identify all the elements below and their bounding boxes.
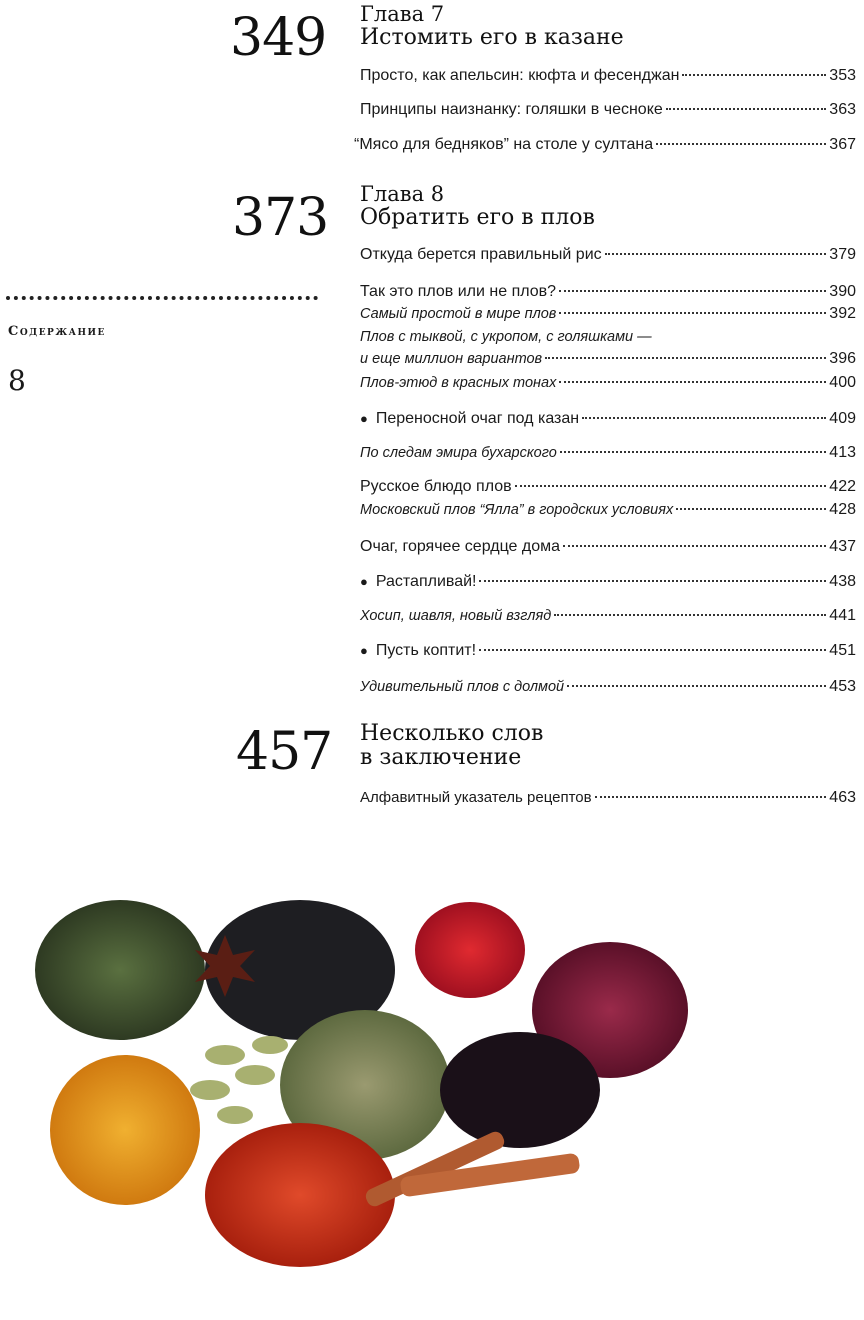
entry-title: Русское блюдо плов (360, 478, 512, 495)
leader-dots (595, 796, 827, 798)
leader-dots (479, 649, 826, 651)
leader-dots (567, 685, 826, 687)
chapter-8-title: Обратить его в плов (360, 205, 595, 230)
entry-page: 363 (829, 101, 856, 118)
entry-page: 441 (829, 607, 856, 624)
chapter-7-label: Глава 7 (360, 2, 445, 26)
chapter-8-label: Глава 8 (360, 182, 445, 206)
toc-entry[interactable] (360, 409, 856, 429)
entry-title: Московский плов “Ялла” в городских условиях (360, 502, 674, 518)
leader-dots (559, 290, 826, 292)
conclusion-title-line1: Несколько слов (360, 721, 544, 746)
bullet-icon: ● (360, 411, 368, 426)
entry-page: 396 (829, 350, 856, 367)
entry-title: Просто, как апельсин: кюфта и фесенджан (360, 67, 680, 84)
entry-page: 451 (829, 642, 856, 659)
toc-entry[interactable] (354, 135, 856, 155)
entry-title: Переносной очаг под казан (375, 410, 580, 427)
entry-page: 428 (829, 501, 856, 518)
toc-entry[interactable] (360, 66, 856, 86)
toc-entry[interactable] (360, 477, 856, 497)
toc-entry[interactable] (360, 304, 856, 324)
entry-page: 367 (829, 136, 856, 153)
entry-page: 353 (829, 67, 856, 84)
toc-entry[interactable] (360, 245, 856, 265)
leader-dots (582, 417, 826, 419)
entry-page: 438 (829, 573, 856, 590)
entry-page: 392 (829, 305, 856, 322)
entry-page: 390 (829, 283, 856, 300)
entry-title: Принципы наизнанку: голяшки в чесноке (360, 101, 663, 118)
toc-entry[interactable] (360, 537, 856, 557)
barberries-pile (440, 1032, 600, 1148)
toc-entry[interactable] (360, 641, 856, 661)
bullet-icon: ● (360, 574, 368, 589)
entry-title: Плов-этюд в красных тонах (360, 375, 557, 391)
turmeric-pile (50, 1055, 200, 1205)
leader-dots (563, 545, 826, 547)
entry-page: 463 (829, 789, 856, 806)
entry-page: 379 (829, 246, 856, 263)
chapter-7-title: Истомить его в казане (360, 25, 624, 50)
entry-title: Удивительный плов с долмой (360, 679, 565, 695)
bullet-icon: ● (360, 643, 368, 658)
leader-dots (682, 74, 826, 76)
entry-page: 453 (829, 678, 856, 695)
entry-page: 422 (829, 478, 856, 495)
entry-title: “Мясо для бедняков” на столе у султана (354, 136, 654, 153)
toc-entry-continued: Плов с тыквой, с укропом, с голяшками — (360, 329, 652, 345)
entry-title: Откуда берется правильный рис (360, 246, 602, 263)
page-number: 8 (8, 364, 26, 397)
saffron-pile (415, 902, 525, 998)
entry-title: Так это плов или не плов? (360, 283, 557, 300)
toc-entry[interactable] (360, 373, 856, 393)
entry-title: По следам эмира бухарского (360, 445, 557, 461)
toc-entry[interactable] (360, 500, 856, 520)
leader-dots (666, 108, 827, 110)
leader-dots (560, 451, 827, 453)
conclusion-start-page: 457 (236, 722, 333, 782)
leader-dots (605, 253, 827, 255)
toc-entry[interactable] (360, 677, 856, 697)
chapter-8-start-page: 373 (232, 188, 329, 248)
toc-entry[interactable] (360, 606, 856, 626)
entry-title: Растапливай! (375, 573, 477, 590)
leader-dots (554, 614, 826, 616)
section-title: Содержание (8, 324, 106, 339)
toc-entry[interactable] (360, 349, 856, 369)
leader-dots (545, 357, 826, 359)
leader-dots (559, 312, 826, 314)
conclusion-title-line2: в заключение (360, 745, 522, 770)
entry-page: 413 (829, 444, 856, 461)
toc-entry[interactable] (360, 282, 856, 302)
entry-title: Алфавитный указатель рецептов (360, 789, 592, 806)
entry-title: Очаг, горячее сердце дома (360, 538, 561, 555)
divider-dots (6, 296, 318, 300)
toc-entry[interactable] (360, 443, 856, 463)
toc-entry[interactable] (360, 788, 856, 808)
entry-title: Самый простой в мире плов (360, 306, 557, 322)
entry-title: Пусть коптит! (375, 642, 477, 659)
entry-page: 437 (829, 538, 856, 555)
toc-entry[interactable] (360, 572, 856, 592)
leader-dots (479, 580, 826, 582)
cardamom-pods (190, 1036, 288, 1124)
entry-page: 409 (829, 410, 856, 427)
chapter-7-start-page: 349 (230, 8, 327, 68)
spices-photo (30, 880, 730, 1300)
toc-entry[interactable] (360, 100, 856, 120)
entry-title: и еще миллион вариантов (360, 351, 543, 367)
dried-mint-pile (35, 900, 205, 1040)
leader-dots (559, 381, 826, 383)
entry-title: Хосип, шавля, новый взгляд (360, 608, 552, 624)
leader-dots (515, 485, 827, 487)
leader-dots (676, 508, 826, 510)
entry-page: 400 (829, 374, 856, 391)
leader-dots (656, 143, 826, 145)
